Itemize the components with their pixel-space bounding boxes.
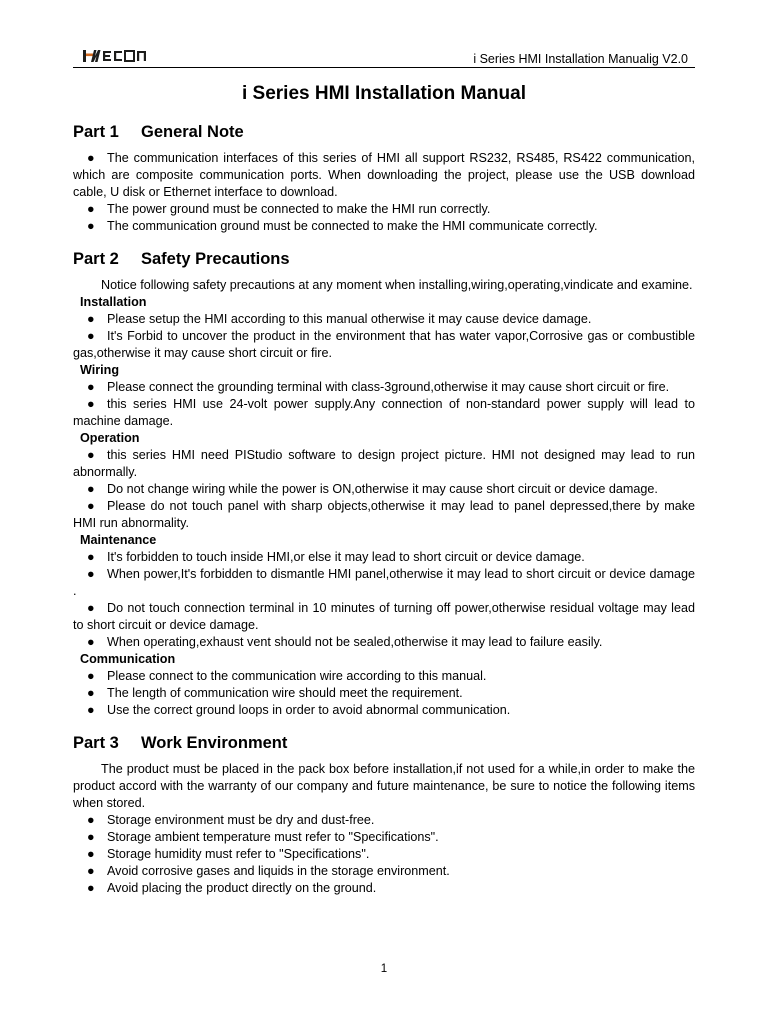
part3-number: Part 3 [73,734,119,752]
document-title: i Series HMI Installation Manual [241,83,526,104]
part3-title: Work Environment [141,734,288,752]
list-item: ● It's Forbid to uncover the product in the environment that has water vapor,Corrosive gas or combustible gas,otherwise it may cause short circuit or fire. [73,329,695,360]
list-item: ● When power,It's forbidden to dismantle HMI panel,otherwise it may lead to short circuit or device damage . [73,567,695,598]
bullet-icon: ● [87,151,95,165]
list-item: ● Please connect the grounding terminal with class-3ground,otherwise it may cause short circuit or fire. [87,380,670,394]
bullet-icon: ● [87,567,95,581]
page-number: 1 [380,963,388,975]
part1-title: General Note [141,123,244,141]
part2-heading [73,248,695,270]
bullet-icon: ● [87,635,95,649]
part2-number: Part 2 [73,250,119,268]
list-item: ● Storage environment must be dry and dust-free. [87,813,375,827]
part1-number: Part 1 [73,123,119,141]
bullet-icon: ● [87,312,95,326]
bullet-icon: ● [87,550,95,564]
list-item: ● It's forbidden to touch inside HMI,or else it may lead to short circuit or device damage. [87,550,585,564]
list-item: ● Avoid placing the product directly on the ground. [87,881,377,895]
bullet-icon: ● [87,686,95,700]
part3-heading [73,732,695,754]
bullet-icon: ● [87,499,95,513]
list-item: ● Avoid corrosive gases and liquids in the storage environment. [87,864,450,878]
section-title-wiring: Wiring [80,363,120,377]
list-item: ● The length of communication wire should meet the requirement. [87,686,463,700]
bullet-icon: ● [87,380,95,394]
list-item: ● this series HMI need PIStudio software to design project picture. HMI not designed may lead to run abnormally. [73,448,695,479]
list-item: ● The communication interfaces of this series of HMI all support RS232, RS485, RS422 communication, which are composite communication ports. When downloading the project, please use the USB download cable, U disk or Ethernet interface to download. [73,151,695,199]
list-item: ● Please connect to the communication wire according to this manual. [87,669,487,683]
section-title-communication: Communication [80,652,176,666]
list-item: ● Use the correct ground loops in order to avoid abnormal communication. [87,703,511,717]
part3-intro: The product must be placed in the pack box before installation,if not used for a while,in order to make the product accord with the warranty of our company and future maintenance, be sure to notice the following items when stored. [73,762,695,810]
bullet-icon: ● [87,397,95,411]
part1-bullets [73,150,695,235]
page-header [73,45,695,68]
section-title-maintenance: Maintenance [80,533,157,547]
bullet-icon: ● [87,601,95,615]
list-item: ● Please do not touch panel with sharp objects,otherwise it may lead to panel depressed,there by make HMI run abnormality. [73,499,695,530]
bullet-icon: ● [87,329,95,343]
list-item: ● Do not touch connection terminal in 10 minutes of turning off power,otherwise residual voltage may lead to short circuit or device damage. [73,601,695,632]
bullet-icon: ● [87,448,95,462]
list-item: ● this series HMI use 24-volt power supply.Any connection of non-standard power supply will lead to machine damage. [73,397,695,428]
section-title-installation: Installation [80,295,147,309]
list-item: ● Storage ambient temperature must refer to "Specifications". [87,830,439,844]
bullet-icon: ● [87,219,95,233]
bullet-icon: ● [87,813,95,827]
bullet-icon: ● [87,881,95,895]
section-title-operation: Operation [80,431,140,445]
bullet-icon: ● [87,864,95,878]
wecon-logo [82,48,154,64]
bullet-icon: ● [87,830,95,844]
list-item: ● Please setup the HMI according to this manual otherwise it may cause device damage. [87,312,592,326]
document-body [73,121,695,897]
part1-heading [73,121,695,143]
list-item: ● Storage humidity must refer to "Specifications". [87,847,370,861]
bullet-icon: ● [87,847,95,861]
list-item: ● The power ground must be connected to make the HMI run correctly. [87,202,491,216]
list-item: ● When operating,exhaust vent should not be sealed,otherwise it may lead to failure easily. [87,635,603,649]
running-title: i Series HMI Installation Manualig V2.0 [473,52,688,66]
bullet-icon: ● [87,703,95,717]
bullet-icon: ● [87,482,95,496]
list-item: ● The communication ground must be connected to make the HMI communicate correctly. [87,219,598,233]
bullet-icon: ● [87,669,95,683]
list-item: ● Do not change wiring while the power is ON,otherwise it may cause short circuit or device damage. [87,482,658,496]
bullet-icon: ● [87,202,95,216]
part2-title: Safety Precautions [141,250,290,268]
part2-intro: Notice following safety precautions at any moment when installing,wiring,operating,vindicate and examine. [101,278,693,292]
